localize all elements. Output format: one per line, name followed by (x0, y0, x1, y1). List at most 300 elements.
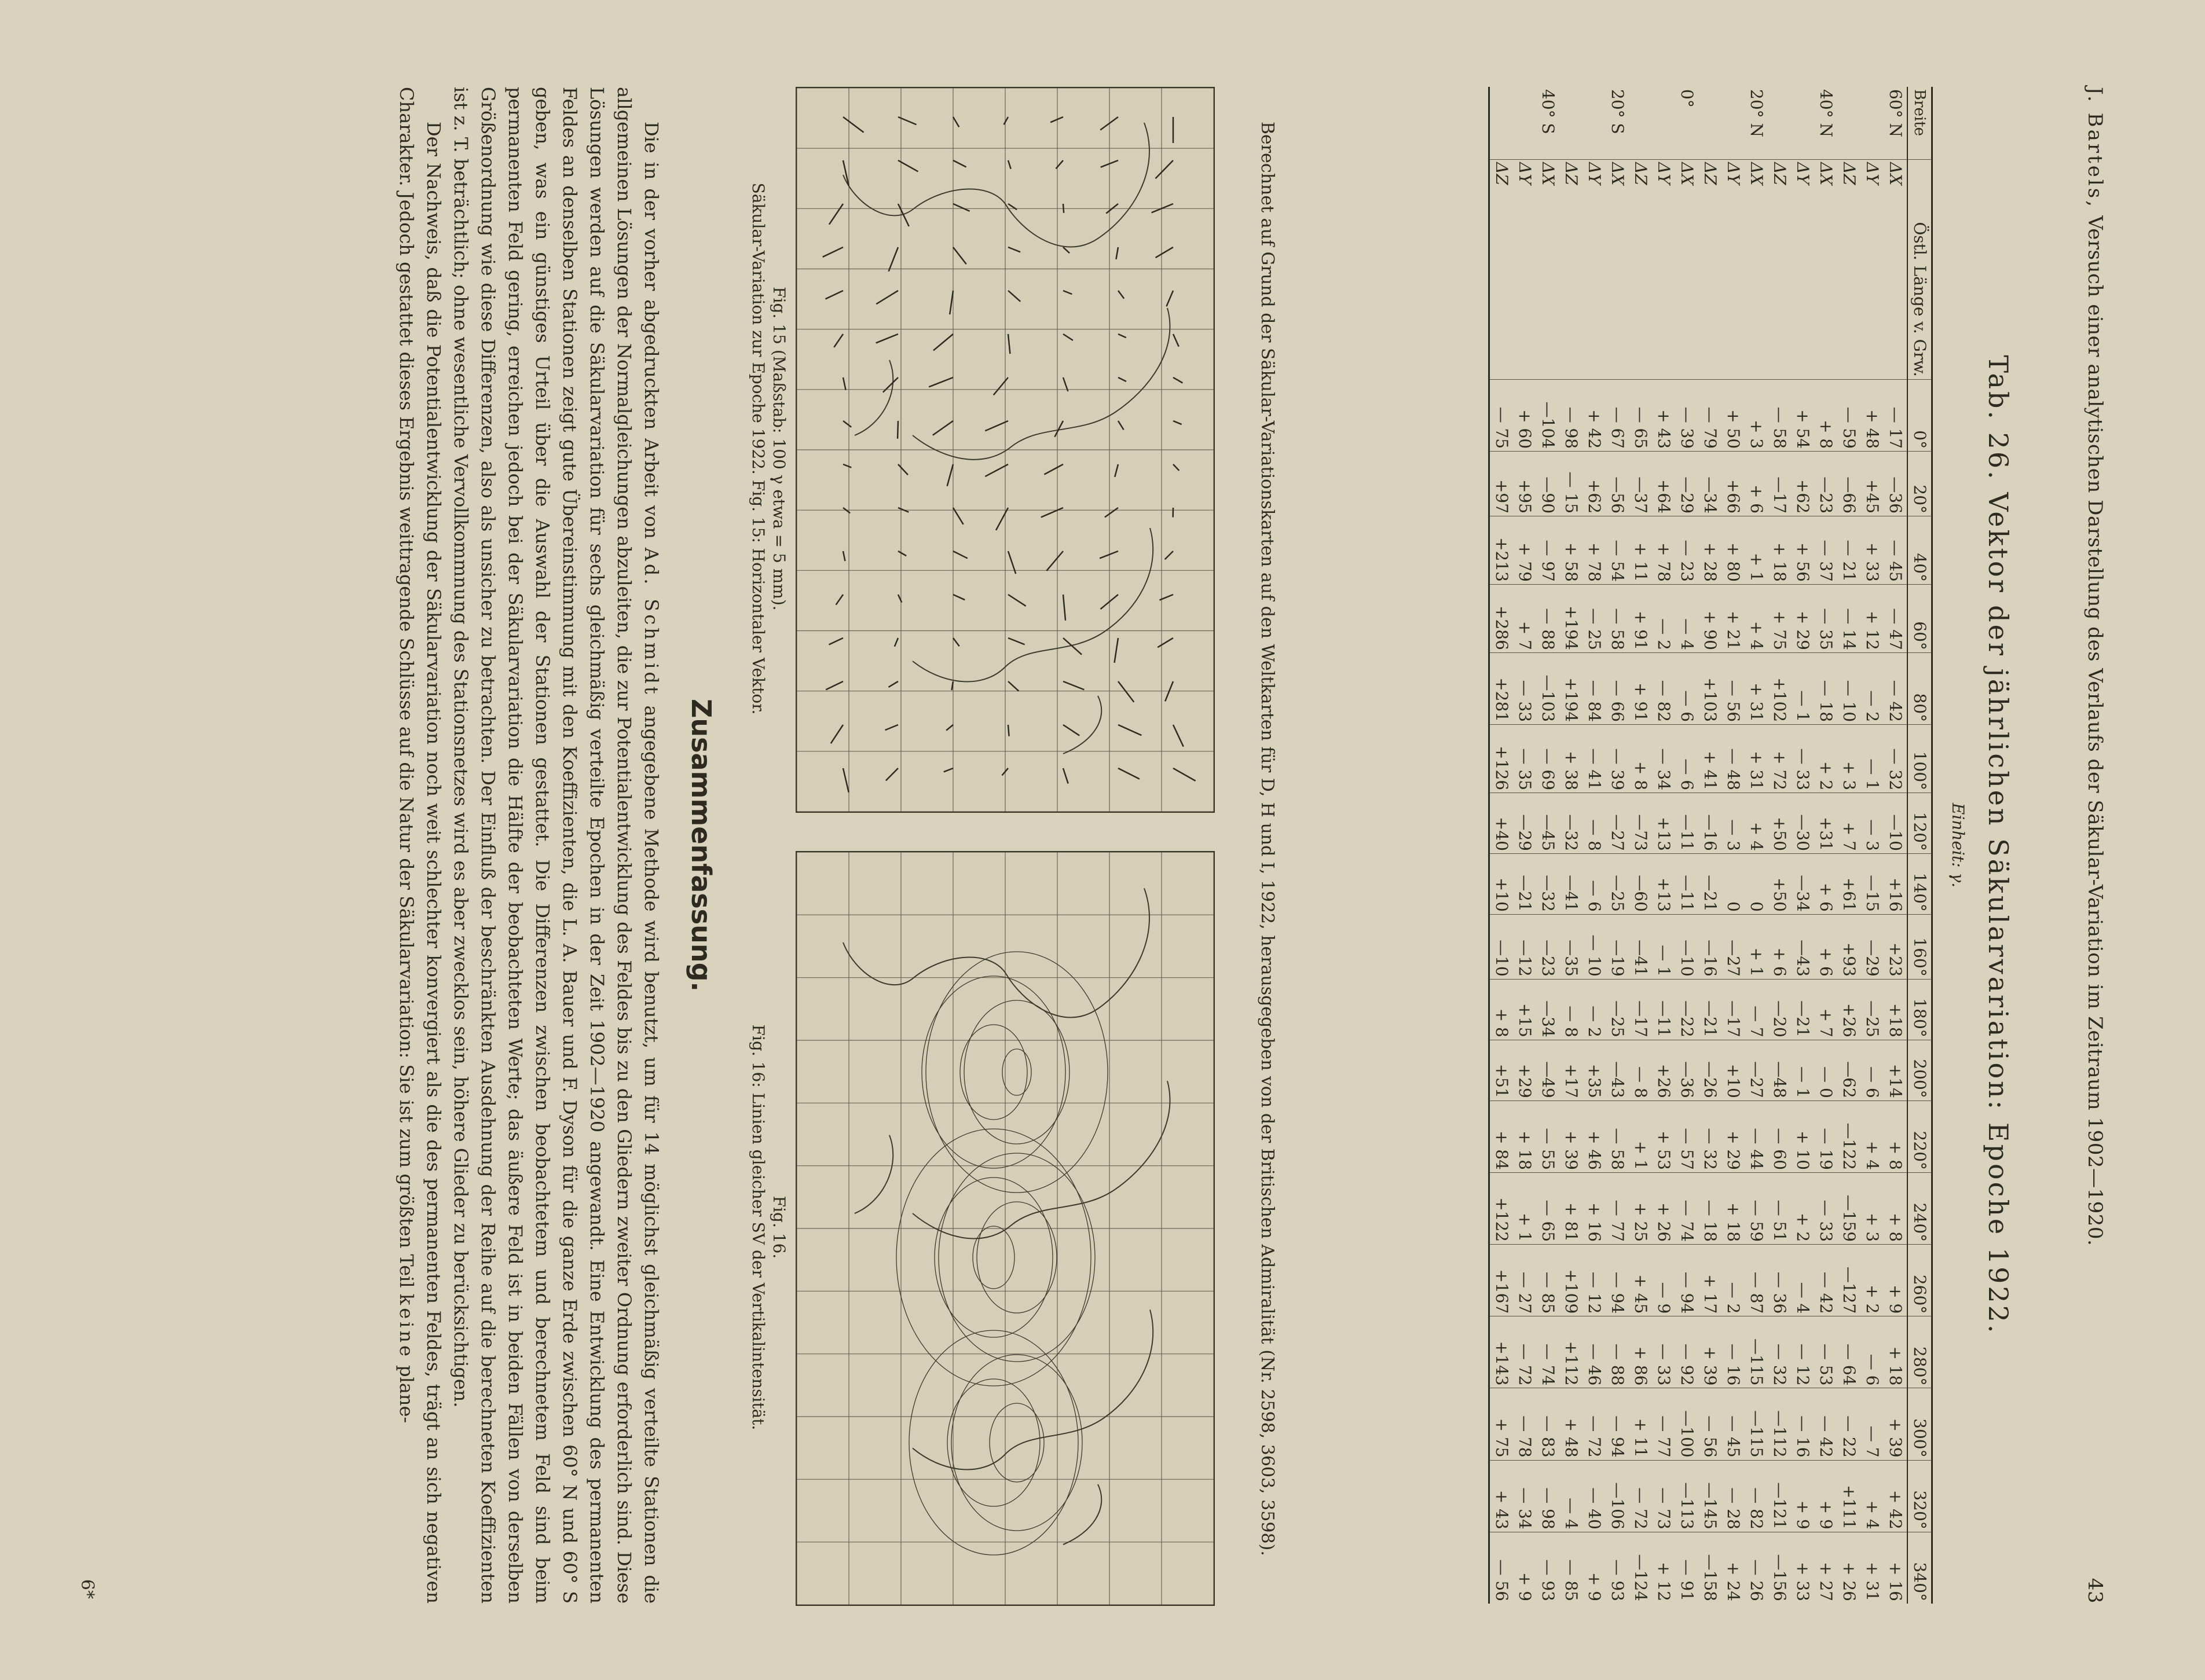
table-cell: + 26 (1652, 1172, 1675, 1244)
table-cell: + 8 (1884, 1172, 1907, 1244)
table-row (1536, 87, 1559, 1604)
table-cell: + 1 (1745, 914, 1768, 979)
table-cell: +17 (1559, 1040, 1583, 1101)
table-cell: —112 (1768, 1388, 1791, 1460)
table-cell: +126 (1489, 725, 1514, 793)
coastline (855, 360, 893, 435)
row-component: ΔY (1513, 160, 1536, 380)
table-cell: + 53 (1652, 1101, 1675, 1172)
figure-15-svg (797, 88, 1214, 812)
table-cell: + 6 (1814, 853, 1837, 914)
table-cell: — 57 (1675, 1101, 1698, 1172)
table-cell: —48 (1768, 1040, 1791, 1101)
vector-arrow (826, 681, 843, 689)
table-cell: — 87 (1745, 1245, 1768, 1316)
table-cell: — 35 (1814, 584, 1837, 652)
table-row (1489, 87, 1514, 1604)
table-cell: + 1 (1629, 1101, 1652, 1172)
table-cell: + 60 (1513, 379, 1536, 451)
table-cell: + 6 (1745, 452, 1768, 516)
p2-start: Der Nachweis, daß die Potentialentwicklung der Säkularvariation noch weit schlechter konvergiert als die des permanenten Feldes, trägt an sich negativen Charakter. Jedoch gestattet dieses Ergebnis weittragende Schlüsse auf die Natur der Säkularvariation: Sie ist zum größten Teil (395, 87, 445, 1604)
vector-arrow (898, 551, 906, 556)
vector-arrow (1063, 334, 1073, 340)
table-cell: —23 (1814, 452, 1837, 516)
row-latitude (1698, 87, 1721, 160)
table-cell: +40 (1489, 793, 1514, 854)
table-cell: + 31 (1745, 652, 1768, 724)
table-body (1489, 87, 1908, 1604)
table-cell: — 7 (1860, 1388, 1884, 1460)
table-cell: — 64 (1837, 1316, 1860, 1388)
running-title: Versuch einer analytischen Darstellung des Verlaufs der Säkular-Variation im Zeitraum 1902—1920. (2083, 215, 2107, 1246)
vector-arrow (1041, 508, 1063, 517)
page-number: 43 (2083, 1578, 2107, 1604)
table-cell: — 1 (1860, 725, 1884, 793)
table-cell: +18 (1884, 979, 1907, 1040)
vector-arrow (1173, 768, 1196, 781)
table-cell: +10 (1721, 1040, 1745, 1101)
table-cell: — 10 (1837, 652, 1860, 724)
table-cell: + 1 (1513, 1172, 1536, 1244)
table-cell: — 6 (1860, 1040, 1884, 1101)
row-latitude (1559, 87, 1583, 160)
table-cell: + 46 (1583, 1101, 1606, 1172)
table-cell: — 59 (1745, 1172, 1768, 1244)
table-cell: + 27 (1814, 1532, 1837, 1604)
table-cell: — 93 (1606, 1532, 1629, 1604)
row-latitude: 20° S (1608, 89, 1627, 134)
table-cell: —27 (1606, 793, 1629, 854)
table-cell: + 43 (1489, 1460, 1514, 1532)
table-row (1629, 87, 1652, 1604)
table-cell: — 32 (1884, 725, 1907, 793)
table-cell: + 16 (1884, 1532, 1907, 1604)
table-cell: —32 (1559, 793, 1583, 854)
table-cell: +45 (1860, 452, 1884, 516)
table-cell: — 56 (1698, 1388, 1721, 1460)
vector-arrow (953, 247, 966, 264)
vector-arrow (1063, 247, 1069, 253)
table-cell: + 86 (1629, 1316, 1652, 1388)
table-cell: —115 (1745, 1316, 1768, 1388)
table-cell: — 82 (1652, 652, 1675, 724)
figure-15-vector-map (796, 87, 1215, 813)
table-cell: — 4 (1791, 1245, 1814, 1316)
table-cell: — 27 (1513, 1245, 1536, 1316)
table-cell: — 72 (1583, 1388, 1606, 1460)
table-row (1559, 87, 1583, 1604)
table-cell: —103 (1536, 652, 1559, 724)
table-cell: — 56 (1721, 652, 1745, 724)
table-cell: — 1 (1791, 652, 1814, 724)
table-cell: + 80 (1721, 516, 1745, 585)
vector-arrow (953, 160, 966, 167)
table-cell: 0 (1721, 853, 1745, 914)
table-cell: + 58 (1559, 516, 1583, 585)
table-cell: + 10 (1791, 1101, 1814, 1172)
table-cell: — 19 (1814, 1101, 1837, 1172)
row-component: ΔX (1745, 160, 1768, 380)
p1-rest: angegebene Methode wird benutzt, um für 14 möglichst gleichmäßig verteilte Stationen die allgemeinen Lösungen der Normalgleichungen abzuleiten, die zur Potentialentwicklung des Feldes bis zu den Gliedern zweiter Ordnung erforderlich sind. Diese Lösungen werden auf die Säkularvariation für sechs gleichmäßig verteilte Epochen in der Zeit 1902—1920 angewandt. Eine Entwicklung des permanenten Feldes an denselben Stationen zeigt gute Übereinstimmung mit den Koeffizienten, die L. A. Bauer und F. Dyson für die ganze Erde zwischen 60° N und 60° S geben, was ein günstiges Urteil über die Auswahl der Stationen gestattet. Die Differenzen zwischen beobachtetem und berechnetem Feld sind beim permanenten Feld gering, erreichen jedoch bei der Säkularvariation die Hälfte der beobachteten Werte; das äußere Feld ist in beiden Fällen von derselben Größenordnung wie diese Differenzen, also als unsicher zu betrachten. Der Einfluß der beschränkten Ausdehnung der Reihe auf die berechneten Koeffizienten ist z. T. beträchtlich; ohne wesentliche Vervollkommnung des Stationsnetzes wird es aber zwecklos sein, höhere Glieder zu berücksichtigen. (450, 87, 662, 1604)
table-cell: — 1 (1791, 1040, 1814, 1101)
table-cell: —45 (1536, 793, 1559, 854)
table-cell: — 41 (1583, 725, 1606, 793)
table-cell: — 88 (1536, 584, 1559, 652)
table-cell: — 33 (1791, 725, 1814, 793)
figure-15-caption (748, 87, 789, 810)
isoline (964, 1000, 1069, 1144)
row-latitude (1768, 87, 1791, 160)
vector-arrow (1166, 291, 1173, 306)
table-cell: + 7 (1513, 584, 1536, 652)
coastline (855, 1135, 893, 1213)
table-cell: + 50 (1721, 379, 1745, 451)
table-cell: —43 (1791, 914, 1814, 979)
table-cell: — 47 (1884, 584, 1907, 652)
isoline (947, 1379, 1040, 1506)
table-cell: — 48 (1721, 725, 1745, 793)
table-cell: —15 (1860, 853, 1884, 914)
row-component: ΔX (1814, 160, 1837, 380)
vector-arrow (953, 551, 968, 558)
vector-arrow (1118, 681, 1134, 702)
vector-arrow (1050, 117, 1063, 122)
table-cell: — 9 (1652, 1245, 1675, 1316)
vector-arrow (1173, 377, 1182, 383)
table-cell: +281 (1489, 652, 1514, 724)
table-row (1837, 87, 1860, 1604)
vector-arrow (1155, 160, 1173, 178)
row-component: ΔZ (1768, 160, 1791, 380)
header-longitude-10: 200° (1907, 1040, 1932, 1101)
isoline (939, 1153, 1095, 1362)
table-cell: — 33 (1513, 652, 1536, 724)
table-cell: +29 (1513, 1040, 1536, 1101)
vector-arrow (834, 334, 843, 347)
vector-arrow (1100, 551, 1118, 558)
table-cell: + 84 (1489, 1101, 1514, 1172)
table-cell: — 40 (1583, 1460, 1606, 1532)
row-latitude: 40° S (1539, 89, 1558, 134)
vector-arrow (1118, 334, 1126, 338)
table-cell: — 6 (1583, 853, 1606, 914)
vector-arrow (1063, 595, 1065, 621)
row-component: ΔX (1606, 160, 1629, 380)
table-cell: + 18 (1513, 1101, 1536, 1172)
vector-arrow (836, 595, 843, 605)
summary-body (393, 87, 665, 1604)
header-longitude-16: 320° (1907, 1460, 1932, 1532)
table-cell: — 83 (1536, 1388, 1559, 1460)
vector-arrow (1173, 334, 1179, 347)
table-cell: —106 (1606, 1460, 1629, 1532)
vector-arrow (994, 377, 1008, 395)
header-longitude-11: 220° (1907, 1101, 1932, 1172)
table-row (1745, 87, 1768, 1604)
table-cell: + 3 (1837, 725, 1860, 793)
table-cell: — 2 (1721, 1245, 1745, 1316)
table-cell: — 23 (1675, 516, 1698, 585)
figure-16-caption-number: Fig. 16. (770, 1195, 789, 1259)
vector-arrow (883, 377, 898, 393)
table-cell: —17 (1721, 979, 1745, 1040)
table-cell: — 98 (1536, 1460, 1559, 1532)
table-cell: — 34 (1652, 725, 1675, 793)
table-cell: — 93 (1536, 1532, 1559, 1604)
vector-arrow (829, 204, 843, 225)
table-cell: —27 (1721, 914, 1745, 979)
table-cell: — 73 (1652, 1460, 1675, 1532)
coastline (1063, 696, 1101, 754)
table-cell: — 4 (1675, 584, 1698, 652)
row-latitude (1791, 87, 1814, 160)
table-cell: —21 (1698, 853, 1721, 914)
vector-arrow (1063, 681, 1084, 689)
table-cell: + 4 (1745, 584, 1768, 652)
table-cell: + 56 (1791, 516, 1814, 585)
table-row (1513, 87, 1536, 1604)
table-cell: — 15 (1559, 452, 1583, 516)
table-cell: + 16 (1583, 1172, 1606, 1244)
table-cell: — 69 (1536, 725, 1559, 793)
row-component: ΔY (1583, 160, 1606, 380)
table-cell: +95 (1513, 452, 1536, 516)
vector-arrow (929, 377, 953, 387)
table-cell: — 26 (1745, 1532, 1768, 1604)
vector-arrow (1156, 247, 1173, 258)
table-cell: +35 (1583, 1040, 1606, 1101)
vector-arrow (996, 508, 1008, 530)
isoline (951, 1355, 1082, 1531)
coastline (913, 1081, 1170, 1238)
header-longitude-17: 340° (1907, 1532, 1932, 1604)
row-latitude (1513, 87, 1536, 160)
table-cell: — 79 (1698, 379, 1721, 451)
table-cell: 0 (1745, 853, 1768, 914)
table-cell: + 18 (1768, 516, 1791, 585)
table-cell: —21 (1791, 979, 1814, 1040)
table-cell: —25 (1860, 979, 1884, 1040)
table-cell: — 58 (1606, 584, 1629, 652)
table-cell: —21 (1513, 853, 1536, 914)
table-cell: —124 (1629, 1532, 1652, 1604)
vector-arrow (1158, 638, 1173, 647)
table-cell: —66 (1837, 452, 1860, 516)
vector-arrow (825, 291, 843, 299)
header-longitude-7: 140° (1907, 853, 1932, 914)
row-latitude: 0° (1677, 89, 1697, 108)
table-cell: — 16 (1791, 1388, 1814, 1460)
table-cell: + 3 (1860, 1172, 1884, 1244)
table-cell: +13 (1652, 793, 1675, 854)
p2-end: plane- (395, 1365, 417, 1424)
vector-arrow (1173, 725, 1184, 747)
table-cell: + 7 (1814, 979, 1837, 1040)
header-longitude-8: 160° (1907, 914, 1932, 979)
table-title: Tab. 26. Vektor der jährlichen Säkularvariation: Epoche 1922. (1983, 355, 2014, 1336)
table-cell: + 4 (1860, 1460, 1884, 1532)
table-cell: — 42 (1884, 652, 1907, 724)
table-cell: + 12 (1652, 1532, 1675, 1604)
table-cell: — 65 (1536, 1172, 1559, 1244)
row-component: ΔY (1860, 160, 1884, 380)
table-cell: + 12 (1860, 584, 1884, 652)
vector-arrow (1008, 638, 1025, 644)
table-cell: +51 (1489, 1040, 1514, 1101)
table-cell: + 72 (1768, 725, 1791, 793)
figure-16-isoline-map (796, 851, 1215, 1606)
table-row (1814, 87, 1837, 1604)
vector-arrow (950, 291, 953, 314)
table-cell: +122 (1489, 1172, 1514, 1244)
table-cell: — 6 (1860, 1316, 1884, 1388)
table-cell: +62 (1583, 452, 1606, 516)
table-cell: — 39 (1606, 725, 1629, 793)
table-cell: — 42 (1814, 1388, 1837, 1460)
table-cell: — 35 (1513, 725, 1536, 793)
table-cell: + 33 (1791, 1532, 1814, 1604)
vector-arrow (1063, 204, 1064, 213)
vector-arrow (1152, 204, 1173, 212)
vector-arrow (831, 725, 843, 743)
header-longitude-4: 80° (1907, 652, 1932, 724)
table-cell: + 29 (1791, 584, 1814, 652)
table-cell: — 77 (1606, 1172, 1629, 1244)
summary-heading: Zusammenfassung. (686, 698, 717, 992)
table-cell: + 48 (1860, 379, 1884, 451)
table-cell: + 39 (1559, 1101, 1583, 1172)
table-cell: — 54 (1606, 516, 1629, 585)
table-cell: + 8 (1629, 725, 1652, 793)
table-row (1860, 87, 1884, 1604)
table-cell: — 45 (1721, 1388, 1745, 1460)
header-longitude-6: 120° (1907, 793, 1932, 854)
table-cell: +143 (1489, 1316, 1514, 1388)
table-cell: + 43 (1652, 379, 1675, 451)
table-cell: +61 (1837, 853, 1860, 914)
table-cell: —23 (1536, 914, 1559, 979)
coastline (843, 888, 1149, 1017)
table-cell: +14 (1884, 1040, 1907, 1101)
table-cell: + 33 (1860, 516, 1884, 585)
table-cell: + 25 (1629, 1172, 1652, 1244)
table-cell: —17 (1768, 452, 1791, 516)
table-cell: + 9 (1884, 1245, 1907, 1316)
table-cell: — 78 (1513, 1388, 1536, 1460)
table-cell: +194 (1559, 584, 1583, 652)
vector-arrow (944, 768, 953, 772)
table-cell: —115 (1745, 1388, 1768, 1460)
table-cell: — 58 (1768, 379, 1791, 451)
table-cell: + 1 (1745, 516, 1768, 585)
table-cell: —36 (1675, 1040, 1698, 1101)
vector-arrow (895, 638, 898, 647)
table-cell: — 6 (1675, 725, 1698, 793)
table-cell: — 10 (1583, 914, 1606, 979)
table-cell: +112 (1559, 1316, 1583, 1388)
isoline (896, 1129, 1091, 1386)
table-row (1768, 87, 1791, 1604)
table-cell: — 32 (1768, 1316, 1791, 1388)
table-row (1721, 87, 1745, 1604)
table-cell: + 8 (1489, 979, 1514, 1040)
table-cell: —34 (1698, 452, 1721, 516)
header-longitude-2: 40° (1907, 516, 1932, 585)
running-header (2072, 87, 2107, 1604)
table-cell: +103 (1698, 652, 1721, 724)
vector-arrow (1046, 551, 1063, 571)
table-cell: —41 (1629, 914, 1652, 979)
vector-arrow (1008, 247, 1020, 252)
table-cell: — 42 (1814, 1245, 1837, 1316)
table-cell: — 36 (1768, 1245, 1791, 1316)
table-cell: +64 (1652, 452, 1675, 516)
table-cell: + 4 (1860, 1101, 1884, 1172)
header-longitude-5: 100° (1907, 725, 1932, 793)
table-cell: +66 (1721, 452, 1745, 516)
table-cell: + 9 (1791, 1460, 1814, 1532)
table-cell: + 38 (1559, 725, 1583, 793)
table-cell: — 82 (1745, 1460, 1768, 1532)
table-cell: + 42 (1884, 1460, 1907, 1532)
vector-arrow (1118, 377, 1126, 382)
table-cell: + 39 (1698, 1316, 1721, 1388)
table-cell: + 75 (1489, 1388, 1514, 1460)
table-cell: —29 (1513, 793, 1536, 854)
table-cell: — 75 (1489, 379, 1514, 451)
table-cell: + 11 (1629, 1388, 1652, 1460)
vector-arrow (843, 377, 846, 390)
table-cell: — 6 (1675, 652, 1698, 724)
header-longitude-15: 300° (1907, 1388, 1932, 1460)
table-cell: —20 (1768, 979, 1791, 1040)
table-cell: +10 (1489, 853, 1514, 914)
table-cell: — 3 (1721, 793, 1745, 854)
table-cell: + 2 (1814, 725, 1837, 793)
row-component: ΔZ (1629, 160, 1652, 380)
figure-16-svg (797, 852, 1214, 1605)
vector-arrow (1008, 681, 1019, 691)
row-latitude (1721, 87, 1745, 160)
table-cell: +31 (1814, 793, 1837, 854)
table-cell: —17 (1629, 979, 1652, 1040)
row-component: ΔY (1721, 160, 1745, 380)
table-cell: — 85 (1559, 1532, 1583, 1604)
vector-arrow (946, 725, 953, 731)
table-cell: +194 (1559, 652, 1583, 724)
author: J. Bartels, (2083, 87, 2107, 210)
row-latitude (1652, 87, 1675, 160)
table-cell: +213 (1489, 516, 1514, 585)
table-cell: —21 (1698, 979, 1721, 1040)
table-cell: —34 (1791, 853, 1814, 914)
row-latitude: 20° N (1747, 89, 1766, 138)
table-cell: —12 (1513, 914, 1536, 979)
table-cell: — 7 (1745, 979, 1768, 1040)
table-cell: +109 (1559, 1245, 1583, 1316)
header-longitude-14: 280° (1907, 1316, 1932, 1388)
table-cell: +26 (1652, 1040, 1675, 1101)
isoline (990, 1403, 1044, 1482)
vector-arrow (1118, 725, 1141, 735)
figure-16-caption-title: Fig. 16: Linien gleicher SV der Vertikalintensität. (749, 1024, 768, 1430)
table-cell: — 2 (1652, 584, 1675, 652)
vector-arrow (985, 464, 1008, 476)
table-cell: —100 (1675, 1388, 1698, 1460)
table-cell: — 28 (1721, 1460, 1745, 1532)
table-cell: —41 (1559, 853, 1583, 914)
table-cell: + 81 (1559, 1172, 1583, 1244)
